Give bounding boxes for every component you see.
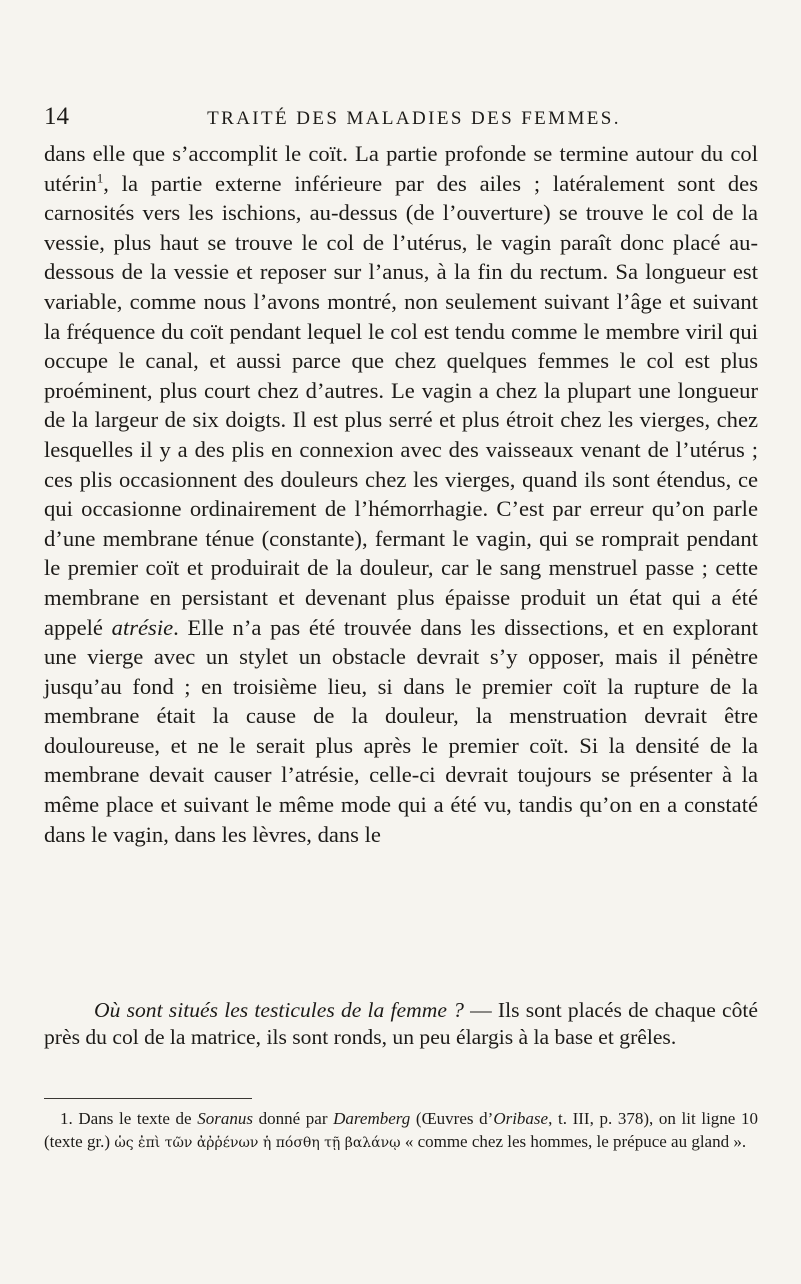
text-segment: dans elle que s’accomplit le coït. La partie profonde se termine autour du col utérin <box>44 141 758 196</box>
text-segment: , la partie externe inférieure par des ailes ; latéralement sont des carnosités vers les ischions, au-dessus (de l’ouverture) se trouve le col de la vessie, plus haut se trouve le col de l’utérus, le vagin paraît donc placé au-dessous de la vessie et reposer sur l’anus, à la fin du rectum. Sa longueur est variable, comme nous l’avons montré, non seulement suivant l’âge et suivant la fréquence du coït pendant lequel le col est tendu comme le membre viril qui occupe le canal, et aussi parce que chez quelques femmes le col est plus proéminent, plus court chez d’autres. Le vagin a chez la plupart une longueur de la largeur de six doigts. Il est plus serré et plus étroit chez les vierges, chez lesquelles il y a des plis en connexion avec des vaisseaux venant de l’utérus ; ces plis occasionnent des douleurs chez les vierges, quand ils sont étendus, ce qui occasionne ordinairement de l’hémorrhagie. C’est par erreur qu’on parle d’une membrane ténue (constante), fermant le vagin, qui se romprait pendant le premier coït et produirait de la douleur, car le sang menstruel passe ; cette membrane en persistant et devenant plus épaisse produit un état qui a été appelé <box>44 170 758 640</box>
text-segment: . Elle n’a pas été trouvée dans les dissections, et en explorant une vierge avec un stylet un obstacle devrait s’y opposer, mais il pénètre jusqu’au fond ; en troisième lieu, si dans le premier coït la rupture de la membrane était la cause de la douleur, la menstruation devrait être douloureuse, et ne le serait plus après le premier coït. Si la densité de la membrane devait causer l’atrésie, celle-ci devrait toujours se présenter à la même place et suivant le même mode qui a été vu, tandis qu’on en a constaté dans le vagin, dans les lèvres, dans le <box>44 614 758 847</box>
text-segment: donné par <box>252 1109 334 1128</box>
footnote <box>44 1108 758 1154</box>
running-title: TRAITÉ DES MALADIES DES FEMMES. <box>207 108 621 129</box>
paragraph <box>44 139 758 849</box>
footnote-divider <box>44 1098 252 1099</box>
footnote-paragraph <box>44 1108 758 1154</box>
footnote-number: 1. <box>60 1109 73 1128</box>
author-name: Soranus <box>197 1109 253 1128</box>
text-segment: (Œuvres d’ <box>410 1109 494 1128</box>
author-name: Daremberg <box>333 1109 411 1128</box>
greek-quotation: ὡς ἐπὶ τῶν ἀῤῥένων ἡ πόσθη τῇ βαλάνῳ <box>114 1134 401 1151</box>
author-name: Oribase <box>493 1109 549 1128</box>
footnote-reference: 1 <box>96 170 104 186</box>
text-segment: , t. III, p. 378), on lit ligne 10 (texte gr.) <box>44 1109 758 1151</box>
question-section <box>44 997 758 1050</box>
question-paragraph <box>44 997 758 1050</box>
question-title: Où sont situés les testicules de la femme ? <box>94 998 464 1022</box>
page-number: 14 <box>44 103 69 130</box>
emphasized-term: atrésie <box>111 614 174 640</box>
text-segment: « comme chez les hommes, le prépuce au gland ». <box>400 1131 747 1151</box>
question-answer: — Ils sont placés de chaque côté près du col de la matrice, ils sont ronds, un peu élargis à la base et grêles. <box>44 998 759 1049</box>
text-segment: Dans le texte de <box>72 1109 198 1128</box>
page-header <box>44 102 744 132</box>
main-text <box>44 139 758 849</box>
